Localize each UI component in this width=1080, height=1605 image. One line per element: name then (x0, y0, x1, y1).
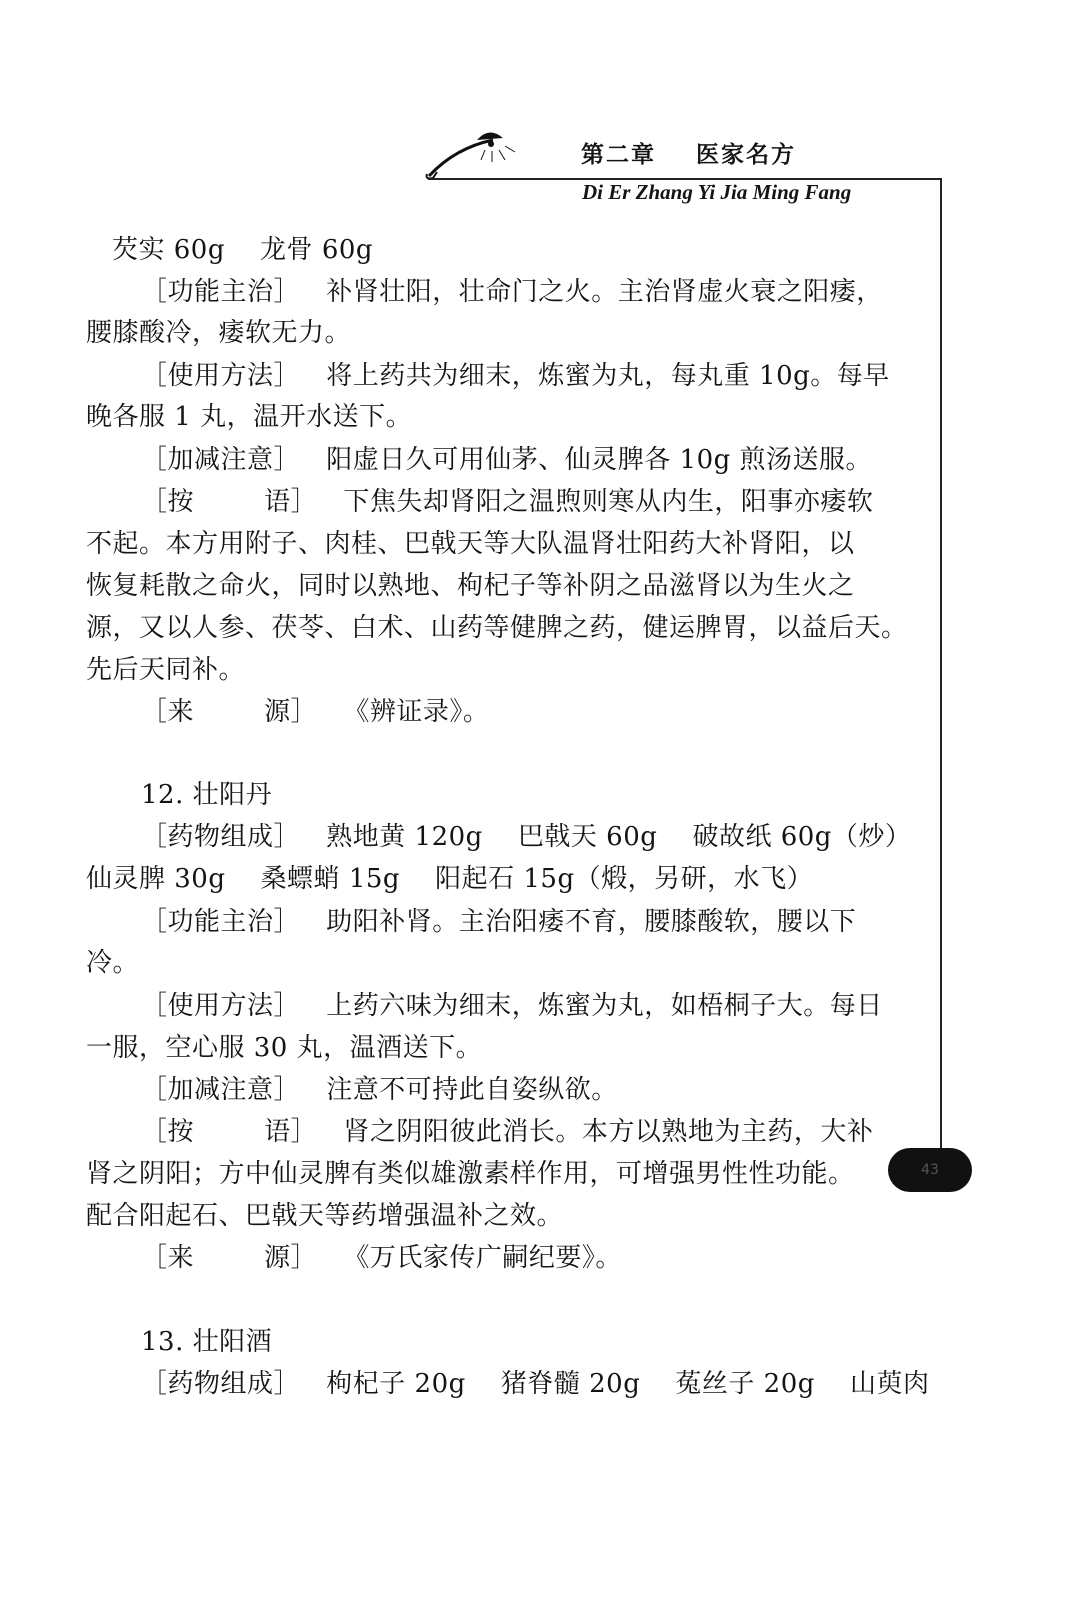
text-line: ［药物组成］ 枸杞子 20g 猪脊髓 20g 菟丝子 20g 山萸肉 (141, 1369, 930, 1399)
page-number-tab (888, 1148, 972, 1192)
text-line: 源，又以人参、茯苓、白术、山药等健脾之药，健运脾胃，以益后天。 (86, 613, 908, 643)
text-line: 芡实 60g 龙骨 60g (112, 235, 374, 265)
text-line: 肾之阴阳；方中仙灵脾有类似雄激素样作用，可增强男性性功能。 (86, 1159, 855, 1189)
header-rule (428, 178, 942, 180)
text-line: ［功能主治］ 补肾壮阳，壮命门之火。主治肾虚火衰之阳痿， (141, 277, 883, 307)
text-line: ［加减注意］ 阳虚日久可用仙茅、仙灵脾各 10g 煎汤送服。 (141, 445, 873, 475)
section-heading: 12. 壮阳丹 (141, 780, 273, 810)
text-line: ［按 语］ 下焦失却肾阳之温煦则寒从内生，阳事亦痿软 (141, 487, 874, 517)
text-line: ［功能主治］ 助阳补肾。主治阳痿不育，腰膝酸软，腰以下 (141, 907, 857, 937)
text-line: ［来 源］ 《万氏家传广嗣纪要》。 (141, 1243, 622, 1273)
text-line: ［使用方法］ 上药六味为细末，炼蜜为丸，如梧桐子大。每日 (141, 991, 883, 1021)
text-line: 不起。本方用附子、肉桂、巴戟天等大队温肾壮阳药大补肾阳，以 (86, 529, 855, 559)
text-line: 配合阳起石、巴戟天等药增强温补之效。 (86, 1201, 564, 1231)
text-line: 腰膝酸冷，痿软无力。 (86, 318, 352, 348)
page-number: 43 (921, 1162, 939, 1178)
margin-rule (940, 178, 942, 1150)
text-line: 先后天同补。 (86, 655, 246, 685)
section-heading: 13. 壮阳酒 (141, 1327, 273, 1357)
text-line: ［加减注意］ 注意不可持此自姿纵欲。 (141, 1075, 618, 1105)
text-line: ［药物组成］ 熟地黄 120g 巴戟天 60g 破故纸 60g（炒） (141, 822, 912, 852)
text-line: 恢复耗散之命火，同时以熟地、枸杞子等补阴之品滋肾以为生火之 (86, 571, 855, 601)
text-line: 一服，空心服 30 丸，温酒送下。 (86, 1033, 483, 1063)
chapter-title: 第二章 医家名方 (581, 142, 797, 168)
text-line: 晚各服 1 丸，温开水送下。 (86, 402, 413, 432)
chapter-pinyin: Di Er Zhang Yi Jia Ming Fang (582, 180, 852, 204)
text-line: ［来 源］ 《辨证录》。 (141, 697, 490, 727)
text-line: 冷。 (86, 948, 140, 978)
text-line: ［按 语］ 肾之阴阳彼此消长。本方以熟地为主药，大补 (141, 1117, 874, 1147)
text-line: ［使用方法］ 将上药共为细末，炼蜜为丸，每丸重 10g。每早 (141, 361, 890, 391)
text-line: 仙灵脾 30g 桑螵蛸 15g 阳起石 15g（煅，另研，水飞） (86, 864, 814, 894)
